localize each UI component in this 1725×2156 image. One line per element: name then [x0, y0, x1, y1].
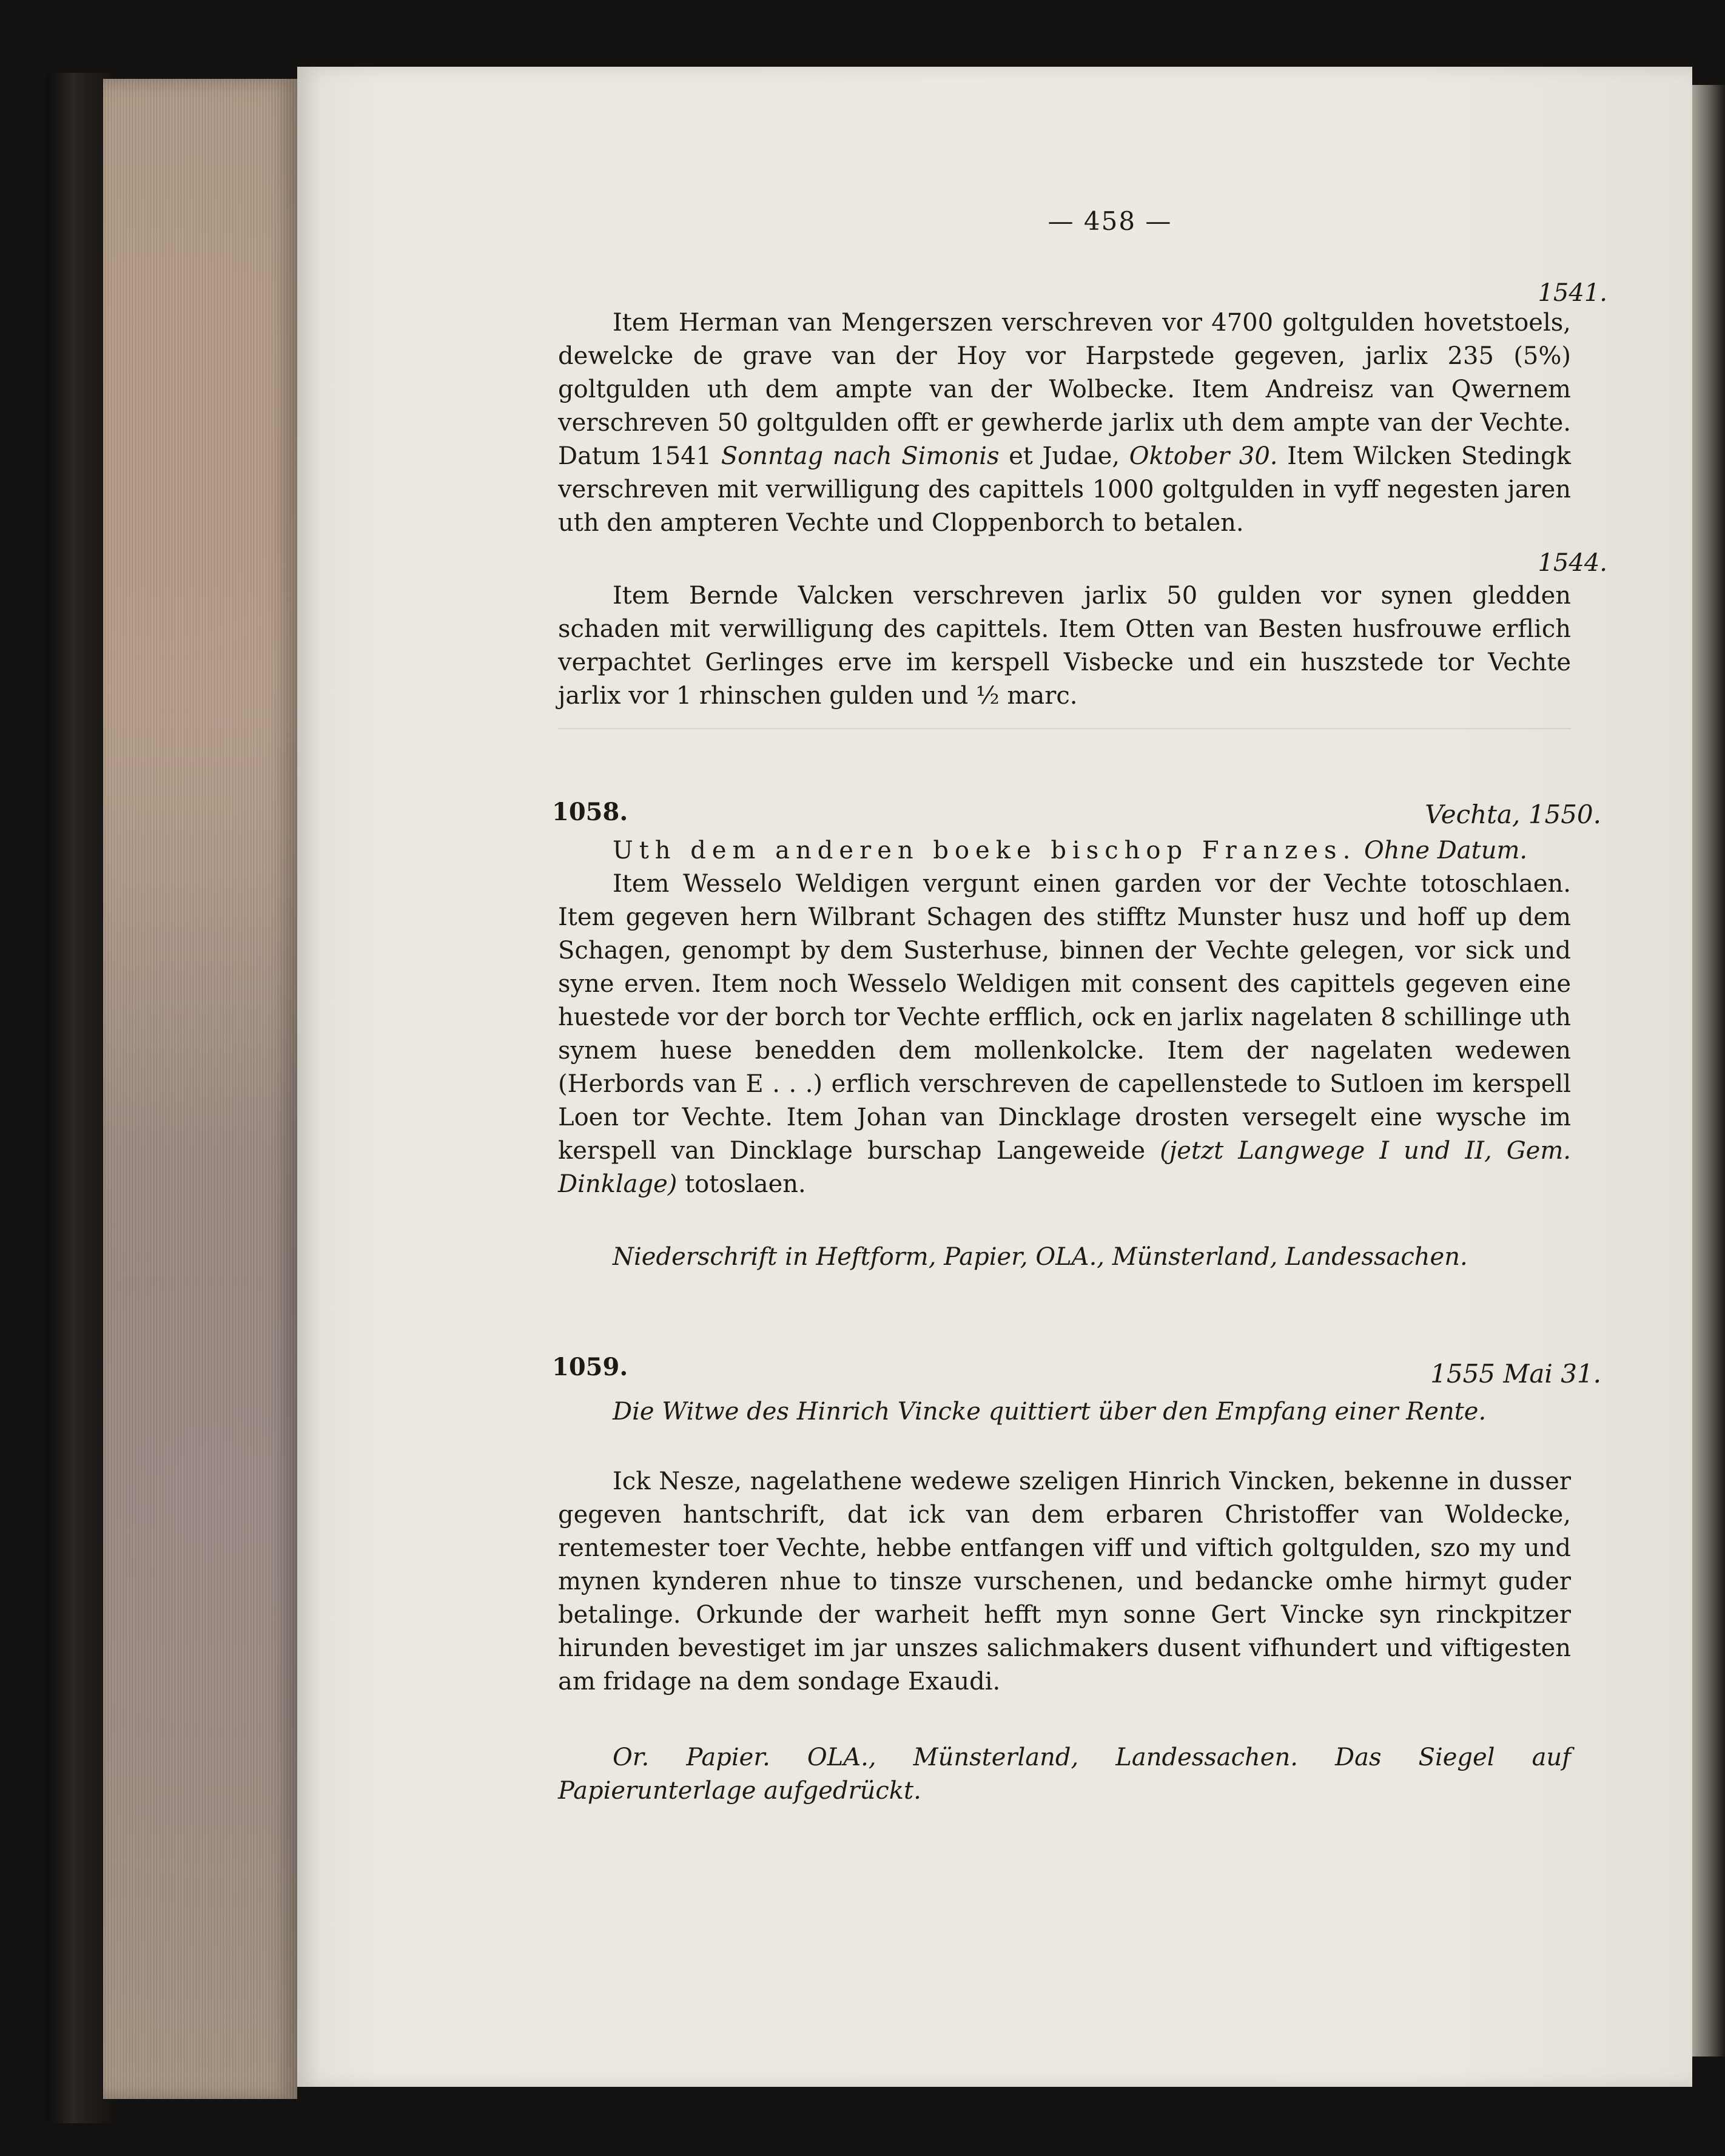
doc-1059-source-text: Or. Papier. OLA., Münsterland, Landessachen. Das Siegel auf Papierunterlage aufgedrückt. — [558, 1743, 1571, 1805]
doc-1058-source-text: Niederschrift in Heftform, Papier, OLA., Münsterland, Landessachen. — [613, 1243, 1468, 1271]
doc-1058-body — [558, 867, 1571, 1201]
doc-1059-source — [558, 1741, 1571, 1808]
section-1544-paragraph: Item Bernde Valcken verschreven jarlix 50 gulden vor synen gledden schaden mit verwilligung des capittels. Item Otten van Besten husfrouwe erflich verpachtet Gerlinges erve im kerspell Visbecke und ein huszstede tor Vechte jarlix vor 1 rhinschen gulden und ½ marc. — [558, 582, 1571, 710]
page-edges — [103, 79, 297, 2099]
section-1544-text — [558, 579, 1571, 713]
doc-1058-body-italic: (jetzt Langwege I und II, Gem. Dinklage) — [558, 1137, 1571, 1198]
text-1541-part2: et Judae, — [999, 442, 1129, 470]
page-number: — 458 — — [1047, 206, 1172, 236]
section-1541-text — [558, 306, 1571, 540]
doc-1059-summary — [558, 1395, 1571, 1429]
text-1541-sunday: Sonntag nach Simonis — [721, 442, 1000, 470]
doc-1059-body-text: Ick Nesze, nagelathene wedewe szeligen Hinrich Vincken, bekenne in dusser gegeven hantschrift, dat ick van dem erbaren Christoffer van Woldecke, rentemester toer Vechte, hebbe entfangen viff und viftich goltgulden, szo my und mynen kynderen nhue to tinsze vurschenen, und bedancke omhe hirmyt guder betalinge. Orkunde der warheit hefft myn sonne Gert Vincke syn rinckpitzer hirunden bevestiget im jar unszes salichmakers dusent vifhundert und viftigesten am fridage na dem sondage Exaudi. — [558, 1467, 1571, 1696]
doc-1058-number: 1058. — [552, 798, 628, 826]
text-1541-part1: Item Herman van Mengerszen verschreven vor 4700 goltgulden hovetstoels, dewelcke de grave van der Hoy vor Harpstede gegeven, jarlix 235 (5%) goltgulden uth dem ampte van der Wolbecke. Item Andreisz van Qwernem verschreven 50 goltgulden offt er gewherde jarlix uth dem ampte van der Vechte. Datum 1541 — [558, 309, 1571, 470]
doc-1059-body — [558, 1465, 1571, 1699]
doc-1058-heading-line — [558, 834, 1571, 867]
doc-1059-summary-text: Die Witwe des Hinrich Vincke quittiert über den Empfang einer Rente. — [613, 1398, 1487, 1426]
text-1541-part3: Item Wilcken Stedingk verschreven mit verwilligung des capittels 1000 goltgulden in vyff negesten jaren uth den ampteren Vechte und Cloppenborch to betalen. — [558, 442, 1572, 537]
doc-1058-body-part1: Item Wesselo Weldigen vergunt einen garden vor der Vechte totoschlaen. Item gegeven hern Wilbrant Schagen des stifftz Munster husz und hoff up dem Schagen, genompt by dem Susterhuse, binnen der Vechte gelegen, vor sick und syne erven. Item noch Wesselo Weldigen mit consent des capittels gegeven eine huestede vor der borch tor Vechte erfflich, ock en jarlix nagelaten 8 schillinge uth synem huese benedden dem mollenkolcke. Item der nagelaten wedewen (Herbords van E . . .) erflich verschreven de capellenstede to Sutloen im kerspell Loen tor Vechte. Item Johan van Dincklage drosten versegelt eine wysche im kerspell van Dincklage burschap Langeweide — [558, 870, 1571, 1165]
doc-1059-date: 1555 Mai 31. — [1430, 1359, 1601, 1389]
doc-1058-body-part2: totoslaen. — [677, 1170, 806, 1198]
year-1541-label: 1541. — [1538, 279, 1607, 307]
doc-1058-source — [558, 1241, 1571, 1274]
doc-1058-place-date: Vechta, 1550. — [1425, 800, 1601, 829]
section-1541-paragraph — [558, 306, 1571, 540]
doc-1058-body-paragraph — [558, 867, 1571, 1201]
year-1544-label: 1544. — [1538, 549, 1607, 577]
divider — [558, 728, 1571, 729]
doc-1058-heading-spaced: Uth dem anderen boeke bischop Franzes. — [613, 837, 1357, 864]
text-1541-date: Oktober 30. — [1129, 442, 1278, 470]
doc-1059-number: 1059. — [552, 1353, 628, 1381]
doc-1058-heading — [558, 834, 1571, 867]
book-page — [297, 67, 1692, 2087]
doc-1058-heading-italic: Ohne Datum. — [1364, 837, 1528, 864]
